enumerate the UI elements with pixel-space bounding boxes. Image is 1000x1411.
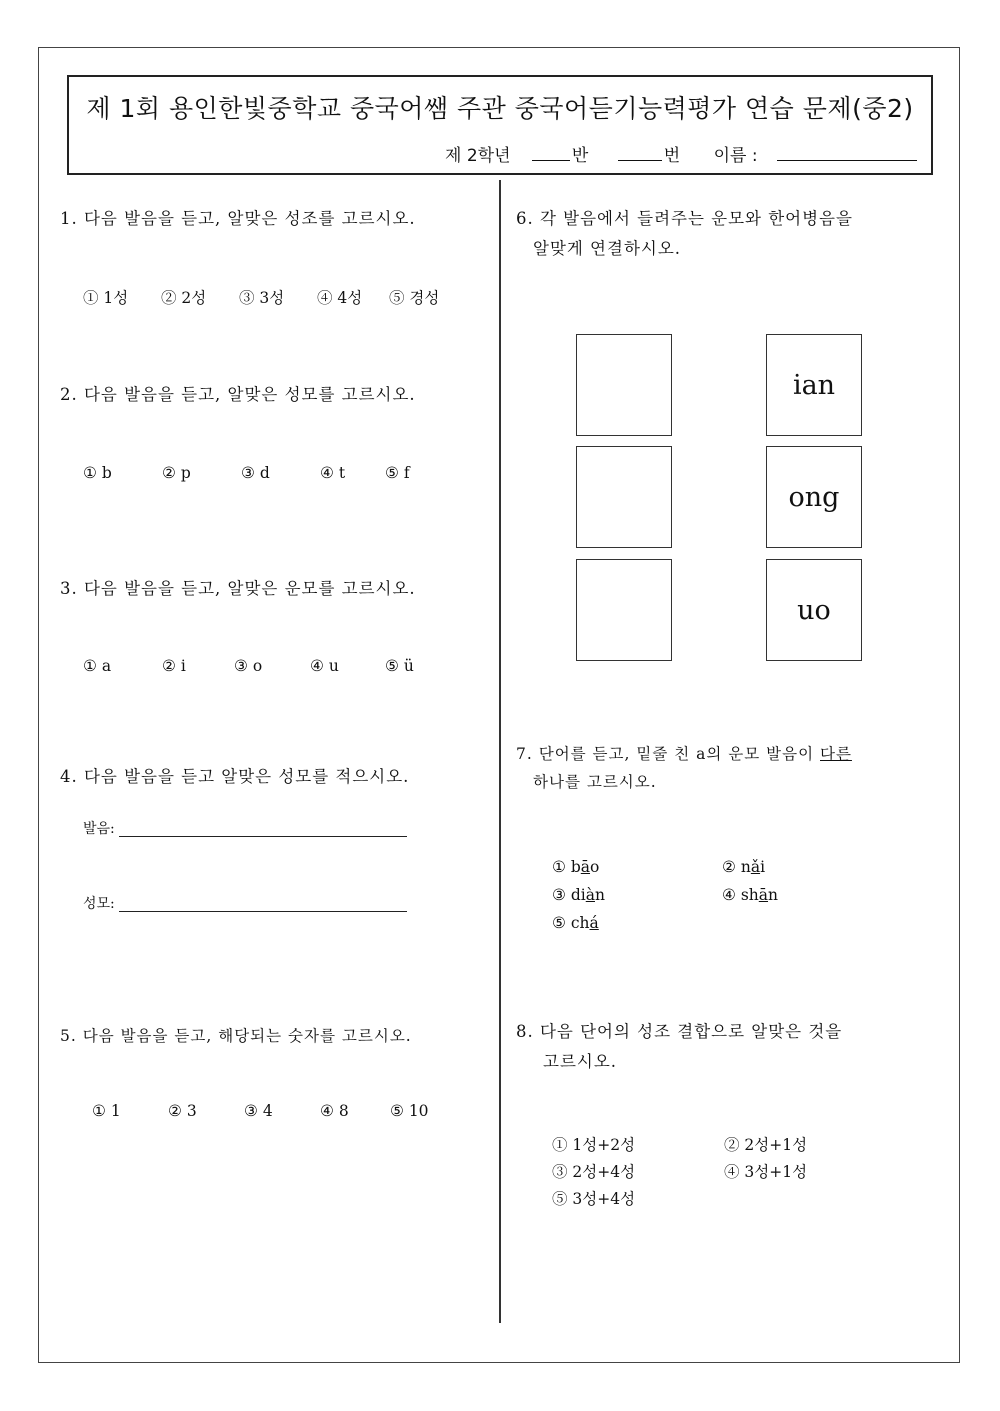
q2-option-1[interactable]: ① b <box>83 464 112 482</box>
match-final-ian[interactable]: ian <box>766 334 862 436</box>
question-8-options <box>552 1133 852 1223</box>
q7-option-5[interactable] <box>552 914 599 932</box>
q7-option-2-underlined: ǎ <box>750 858 761 876</box>
q7-option-1-underlined: ā <box>580 858 591 876</box>
question-5: 5. 다음 발음을 듣고, 해당되는 숫자를 고르시오. <box>60 1027 412 1045</box>
q7-underlined-word: 다른 <box>820 745 852 763</box>
q8-option-2[interactable]: ② 2성+1성 <box>724 1136 808 1154</box>
q5-option-4[interactable]: ④ 8 <box>320 1102 349 1120</box>
q3-option-5[interactable]: ⑤ ü <box>385 657 414 675</box>
q7-option-4-post: n <box>768 886 779 904</box>
number-label: 번 <box>663 146 681 166</box>
class-blank[interactable] <box>532 144 570 161</box>
q7-option-5-underlined: á <box>589 914 599 932</box>
q8-option-1[interactable]: ① 1성+2성 <box>552 1136 636 1154</box>
column-divider <box>499 180 501 1323</box>
q5-option-1[interactable]: ① 1 <box>92 1102 121 1120</box>
q7-text: 7. 단어를 듣고, 밑줄 친 a의 운모 발음이 <box>516 745 820 763</box>
question-7-line-1 <box>516 740 852 768</box>
question-5-options <box>92 1102 429 1120</box>
match-blank-box-2[interactable] <box>576 446 672 548</box>
initial-label: 성모: <box>83 896 115 912</box>
q7-option-4-underlined: ā <box>758 886 769 904</box>
q7-option-5-pre: ch <box>570 914 590 932</box>
header-box <box>67 75 933 175</box>
question-7-options <box>552 858 852 948</box>
q7-option-3-post: n <box>594 886 605 904</box>
q5-option-2[interactable]: ② 3 <box>168 1102 197 1120</box>
q3-option-3[interactable]: ③ o <box>234 657 263 675</box>
q5-option-3[interactable]: ③ 4 <box>244 1102 273 1120</box>
q2-option-3[interactable]: ③ d <box>241 464 270 482</box>
q7-option-1-pre: b <box>570 858 581 876</box>
q1-option-2[interactable]: ② 2성 <box>161 289 207 307</box>
q1-option-1[interactable]: ① 1성 <box>83 289 129 307</box>
q1-option-5[interactable]: ⑤ 경성 <box>389 289 440 307</box>
student-info <box>445 141 919 166</box>
q7-option-2-post: i <box>760 858 766 876</box>
q7-option-1-num: ① <box>552 858 566 876</box>
pronunciation-field[interactable] <box>83 818 407 838</box>
question-8-line-2: 고르시오. <box>543 1052 618 1071</box>
grade-label: 제 2학년 <box>445 146 511 166</box>
class-label: 반 <box>571 146 589 166</box>
q7-option-3-pre: di <box>570 886 586 904</box>
q7-option-1-post: o <box>590 858 600 876</box>
page-title: 제 1회 용인한빛중학교 중국어쌤 주관 중국어듣기능력평가 연습 문제(중2) <box>86 94 914 123</box>
question-1: 1. 다음 발음을 듣고, 알맞은 성조를 고르시오. <box>60 209 416 228</box>
question-6-line-2: 알맞게 연결하시오. <box>533 239 682 258</box>
name-blank[interactable] <box>777 144 917 161</box>
q7-option-2-num: ② <box>722 858 736 876</box>
question-8-line-1: 8. 다음 단어의 성조 결합으로 알맞은 것을 <box>516 1022 843 1041</box>
question-7-line-2: 하나를 고르시오. <box>533 773 657 791</box>
q7-option-4-pre: sh <box>740 886 759 904</box>
question-2-options <box>83 464 410 482</box>
q2-option-4[interactable]: ④ t <box>320 464 346 482</box>
match-final-uo[interactable]: uo <box>766 559 862 661</box>
question-2: 2. 다음 발음을 듣고, 알맞은 성모를 고르시오. <box>60 385 416 404</box>
match-blank-box-3[interactable] <box>576 559 672 661</box>
q1-option-4[interactable]: ④ 4성 <box>317 289 363 307</box>
pronunciation-label: 발음: <box>83 821 115 837</box>
pronunciation-line <box>119 836 407 837</box>
q5-option-5[interactable]: ⑤ 10 <box>390 1102 429 1120</box>
q7-option-5-num: ⑤ <box>552 914 566 932</box>
q8-option-4[interactable]: ④ 3성+1성 <box>724 1163 808 1181</box>
question-6-line-1: 6. 각 발음에서 들려주는 운모와 한어병음을 <box>516 209 853 228</box>
q8-option-3[interactable]: ③ 2성+4성 <box>552 1163 636 1181</box>
q7-option-4[interactable] <box>722 886 778 904</box>
initial-field[interactable] <box>83 893 407 913</box>
q7-option-4-num: ④ <box>722 886 736 904</box>
question-4: 4. 다음 발음을 듣고 알맞은 성모를 적으시오. <box>60 767 410 786</box>
q3-option-2[interactable]: ② i <box>162 657 186 675</box>
q3-option-1[interactable]: ① a <box>83 657 112 675</box>
question-3: 3. 다음 발음을 듣고, 알맞은 운모를 고르시오. <box>60 579 416 598</box>
q7-option-3[interactable] <box>552 886 605 904</box>
q2-option-2[interactable]: ② p <box>162 464 191 482</box>
match-final-ong[interactable]: ong <box>766 446 862 548</box>
q2-option-5[interactable]: ⑤ f <box>385 464 410 482</box>
q7-option-2[interactable] <box>722 858 765 876</box>
q7-option-1[interactable] <box>552 858 599 876</box>
match-blank-box-1[interactable] <box>576 334 672 436</box>
q8-option-5[interactable]: ⑤ 3성+4성 <box>552 1190 636 1208</box>
name-label: 이름 : <box>713 146 758 166</box>
question-1-options <box>83 286 439 308</box>
q7-option-3-underlined: à <box>585 886 595 904</box>
initial-line <box>119 911 407 912</box>
q7-option-3-num: ③ <box>552 886 566 904</box>
q7-option-2-pre: n <box>740 858 751 876</box>
q3-option-4[interactable]: ④ u <box>310 657 339 675</box>
question-3-options <box>83 657 414 675</box>
number-blank[interactable] <box>618 144 662 161</box>
q1-option-3[interactable]: ③ 3성 <box>239 289 285 307</box>
